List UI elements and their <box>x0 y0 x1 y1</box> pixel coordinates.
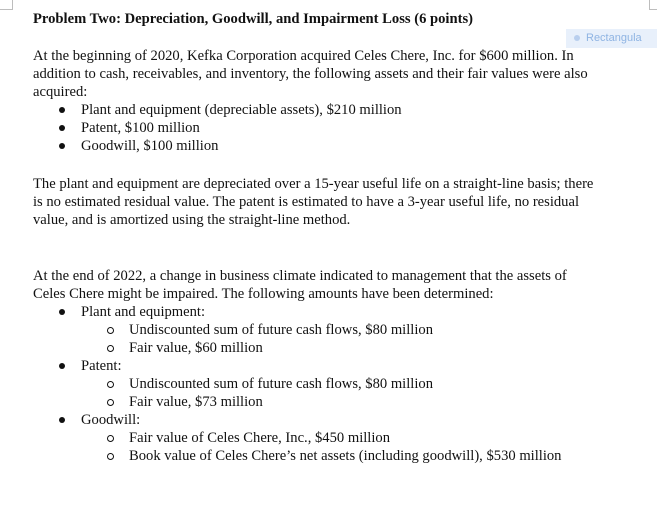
impairment-items-list <box>33 303 651 465</box>
intro-line: addition to cash, receivables, and inventory, the following assets and their fair values were also <box>33 66 588 82</box>
impairment-item-label: Plant and equipment: <box>33 303 651 321</box>
acquired-assets-list <box>33 101 651 155</box>
document-body <box>33 10 651 465</box>
impairment-detail: Book value of Celes Chere’s net assets (including goodwill), $530 million <box>33 447 651 465</box>
depreciation-line: value, and is amortized using the straight-line method. <box>33 212 351 228</box>
impairment-detail: Undiscounted sum of future cash flows, $80 million <box>33 375 651 393</box>
impairment-paragraph <box>33 267 651 303</box>
impairment-detail: Fair value, $73 million <box>33 393 651 411</box>
problem-title: Problem Two: Depreciation, Goodwill, and Impairment Loss (6 points) <box>33 11 473 27</box>
impairment-detail: Undiscounted sum of future cash flows, $80 million <box>33 321 651 339</box>
impairment-detail: Fair value of Celes Chere, Inc., $450 million <box>33 429 651 447</box>
depreciation-line: is no estimated residual value. The patent is estimated to have a 3-year useful life, no residual <box>33 194 580 210</box>
impairment-item-label: Patent: <box>33 357 651 375</box>
impairment-line: At the end of 2022, a change in business climate indicated to management that the assets of <box>33 268 567 284</box>
intro-paragraph <box>33 47 651 101</box>
acquired-asset-item: Plant and equipment (depreciable assets), $210 million <box>33 101 651 119</box>
acquired-asset-item: Goodwill, $100 million <box>33 137 651 155</box>
intro-line: At the beginning of 2020, Kefka Corporation acquired Celes Chere, Inc. for $600 million. In <box>33 48 574 64</box>
acquired-asset-item: Patent, $100 million <box>33 119 651 137</box>
impairment-detail: Fair value, $60 million <box>33 339 651 357</box>
margin-crop-mark-left <box>12 0 13 10</box>
intro-line: acquired: <box>33 84 88 100</box>
depreciation-line: The plant and equipment are depreciated over a 15-year useful life on a straight-line basis; there <box>33 176 594 192</box>
margin-crop-mark-left-horizontal <box>0 9 12 10</box>
impairment-item-label: Goodwill: <box>33 411 651 429</box>
impairment-line: Celes Chere might be impaired. The following amounts have been determined: <box>33 286 494 302</box>
depreciation-paragraph <box>33 175 651 229</box>
shape-tag-label: Rectangula <box>586 32 642 44</box>
